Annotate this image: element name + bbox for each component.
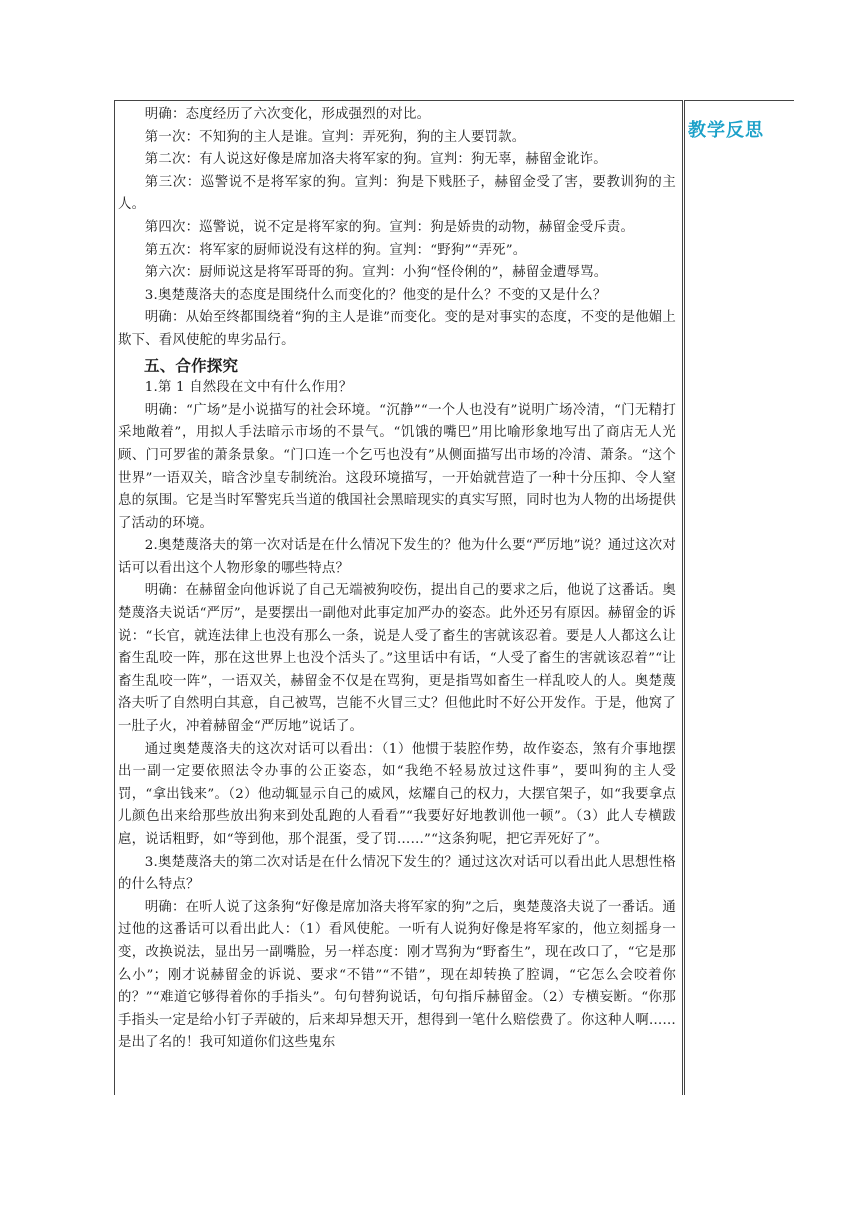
lesson-table — [114, 100, 794, 1095]
change-1: 第一次：不知狗的主人是谁。宣判：弄死狗，狗的主人要罚款。 — [144, 129, 526, 145]
question-3b: 3.奥楚蔑洛夫的第二次对话是在什么情况下发生的？通过这次对话可以看出此人思想性格的什么特点？ — [118, 854, 676, 893]
change-3: 第三次：巡警说不是将军家的狗。宣判：狗是下贱胚子，赫留金受了害，要教训狗的主人。 — [118, 174, 676, 213]
question-2: 2.奥楚蔑洛夫的第一次对话是在什么情况下发生的？他为什么要“严厉地”说？通过这次对话可以看出这个人物形象的哪些特点？ — [118, 538, 676, 576]
table-top-border — [114, 100, 682, 101]
reflection-title: 教学反思 — [688, 120, 764, 141]
column-divider — [682, 100, 683, 1095]
answer-paragraph: 明确：“广场”是小说描写的社会环境。“沉静”“一个人也没有”说明广场冷清，“门无精打采地敞着”，用拟人手法暗示市场的不景气。“饥饿的嘴巴”用比喻形象地写出了商店无人光顾、门可罗雀的萧条景象。“门口连一个乞丐也没有”从侧面描写出市场的冷清、萧条。“这个世界”一语双关，暗含沙皇专制统治。这段环境描写，一开始就营造了一种十分压抑、令人窒息的氛围。它是当时军警宪兵当道的俄国社会黑暗现实的真实写照，同时也为人物的出场提供了活动的环境。 — [118, 402, 676, 531]
table-left-border — [114, 100, 115, 1095]
answer-paragraph: 明确：在赫留金向他诉说了自己无端被狗咬伤，提出自己的要求之后，他说了这番话。奥楚蔑洛夫说话“严厉”，是要摆出一副他对此事定加严办的姿态。此外还另有原因。赫留金的诉说：“长官，就连法律上也没有那么一条，说是人受了畜生的害就该忍着。要是人人都这么让畜生乱咬一阵，那在这世界上也没个活头了。”这里话中有话，“人受了畜生的害就该忍着”“让畜生乱咬一阵”，一语双关，赫留金不仅是在骂狗，更是指骂如畜生一样乱咬人的人。奥楚蔑洛夫听了自然明白其意，自己被骂，岂能不火冒三丈？但他此时不好公开发作。于是，他窝了一肚子火，冲着赫留金“严厉地”说话了。 — [118, 583, 676, 735]
sidebar-top-border — [684, 100, 794, 101]
lesson-content — [118, 104, 676, 1055]
answer-paragraph: 明确：从始至终都围绕着“狗的主人是谁”而变化。变的是对事实的态度，不变的是他媚上欺下、看风使舵的卑劣品行。 — [118, 310, 676, 348]
change-6: 第六次：厨师说这是将军哥哥的狗。宣判：小狗“怪伶俐的”，赫留金遭辱骂。 — [144, 265, 608, 281]
change-4: 第四次：巡警说，说不定是将军家的狗。宣判：狗是娇贵的动物，赫留金受斥责。 — [144, 219, 635, 235]
column-divider-inner — [684, 100, 685, 1095]
analysis-paragraph: 通过奥楚蔑洛夫的这次对话可以看出：（1）他惯于装腔作势，故作姿态，煞有介事地摆出一副一定要依照法令办事的公正姿态，如“我绝不轻易放过这件事”，要叫狗的主人受罚，“拿出钱来”。（2）他动辄显示自己的威风，炫耀自己的权力，大摆官架子，如“我要拿点儿颜色出来给那些放出狗来到处乱跑的人看看”“我要好好地教训他一顿”。（3）此人专横跋扈，说话粗野，如“等到他，那个混蛋，受了罚……”“这条狗呢，把它弄死好了”。 — [118, 741, 676, 847]
section-heading: 五、合作探究 — [144, 356, 239, 375]
question-1: 1.第 1 自然段在文中有什么作用？ — [144, 380, 353, 396]
change-5: 第五次：将军家的厨师说没有这样的狗。宣判：“野狗”“弄死”。 — [144, 242, 527, 258]
question-3: 3.奥楚蔑洛夫的态度是围绕什么而变化的？他变的是什么？不变的又是什么？ — [144, 287, 607, 303]
answer-paragraph: 明确：态度经历了六次变化，形成强烈的对比。 — [144, 107, 431, 122]
change-2: 第二次：有人说这好像是席加洛夫将军家的狗。宣判：狗无辜，赫留金讹诈。 — [144, 152, 607, 168]
answer-paragraph: 明确：在听人说了这条狗“好像是席加洛夫将军家的狗”之后，奥楚蔑洛夫说了一番话。通过他的这番话可以看出此人：（1）看风使舵。一听有人说狗好像是将军家的，他立刻摇身一变，改换说法，显出另一副嘴脸，另一样态度：刚才骂狗为“野畜生”，现在改口了，“它是那么小”；刚才说赫留金的诉说、要求“不错”“不错”，现在却转换了腔调，“它怎么会咬着你的？”“难道它够得着你的手指头”。句句替狗说话，句句指斥赫留金。（2）专横妄断。“你那手指头一定是给小钉子弄破的，后来却异想天开，想得到一笔什么赔偿费了。你这种人啊……是出了名的！我可知道你们这些鬼东 — [118, 899, 676, 1051]
